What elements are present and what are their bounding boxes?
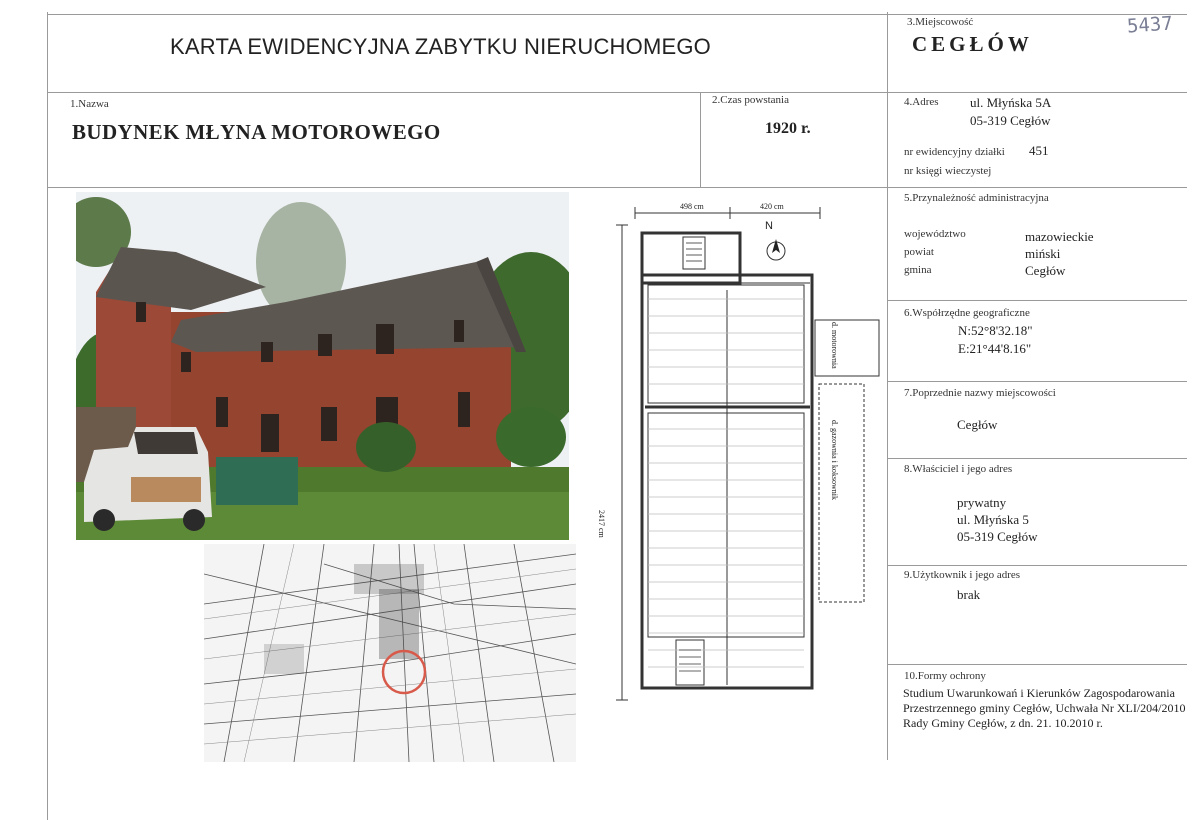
admin-divider [887,300,1187,301]
land-register-label: nr księgi wieczystej [904,165,992,177]
voivodeship-value: mazowieckie [1025,229,1094,244]
former-names-value: Cegłów [957,417,998,432]
owner-line1: prywatny [957,495,1007,510]
plan-room-gas: d. gazownia i koksownik [830,420,839,500]
commune-label: gmina [904,264,932,276]
name-row-divider [47,187,1187,188]
plan-room-motor: d. motorownia [830,322,839,369]
date-column-divider [700,92,701,188]
object-name: BUDYNEK MŁYNA MOTOROWEGO [72,120,441,144]
owner-divider [887,565,1187,566]
location-map [204,544,576,762]
former-names-label: 7.Poprzednie nazwy miejscowości [904,387,1056,399]
coords-label: 6.Współrzędne geograficzne [904,307,1030,319]
handwritten-number: 5437 [1126,12,1174,38]
floor-plan [600,195,900,707]
name-label: 1.Nazwa [70,98,109,110]
protection-text: Studium Uwarunkowań i Kierunków Zagospodarowania Przestrzennego gminy Cegłów, Uchwała Nr XLI/204/2010 Rady Gminy Cegłów, z dn. 21. 10.2010 r. [903,686,1186,730]
parcel-value: 451 [1029,143,1049,158]
user-label: 9.Użytkownik i jego adres [904,569,1021,581]
coords-east: E:21°44'8.16" [958,341,1032,356]
county-label: powiat [904,246,934,258]
address-line2: 05-319 Cegłów [970,113,1051,128]
date-label: 2.Czas powstania [712,94,789,106]
commune-value: Cegłów [1025,263,1066,278]
locality-label: 3.Miejscowość [907,16,974,28]
protection-label: 10.Formy ochrony [904,670,986,682]
county-value: miński [1025,246,1061,261]
admin-label: 5.Przynależność administracyjna [904,192,1049,204]
former-names-divider [887,458,1187,459]
page-left-border [47,12,48,820]
plan-north-label: N [765,220,773,232]
card-title: KARTA EWIDENCYJNA ZABYTKU NIERUCHOMEGO [170,34,711,59]
voivodeship-label: województwo [904,228,966,240]
plan-dim-height: 2417 cm [597,510,606,538]
coords-north: N:52°8'32.18" [958,323,1033,338]
owner-label: 8.Właściciel i jego adres [904,463,1013,475]
title-row-divider [47,92,1187,93]
plan-dim-left: 498 cm [680,202,704,211]
coords-divider [887,381,1187,382]
locality-value: CEGŁÓW [912,32,1033,56]
user-value: brak [957,587,981,602]
address-label: 4.Adres [904,96,939,108]
owner-line3: 05-319 Cegłów [957,529,1038,544]
date-value: 1920 r. [765,120,811,137]
user-divider [887,664,1187,665]
top-border [47,14,1187,15]
plan-dim-right: 420 cm [760,202,784,211]
address-line1: ul. Młyńska 5A [970,95,1052,110]
building-photo [76,192,569,540]
parcel-label: nr ewidencyjny działki [904,146,1005,158]
owner-line2: ul. Młyńska 5 [957,512,1029,527]
